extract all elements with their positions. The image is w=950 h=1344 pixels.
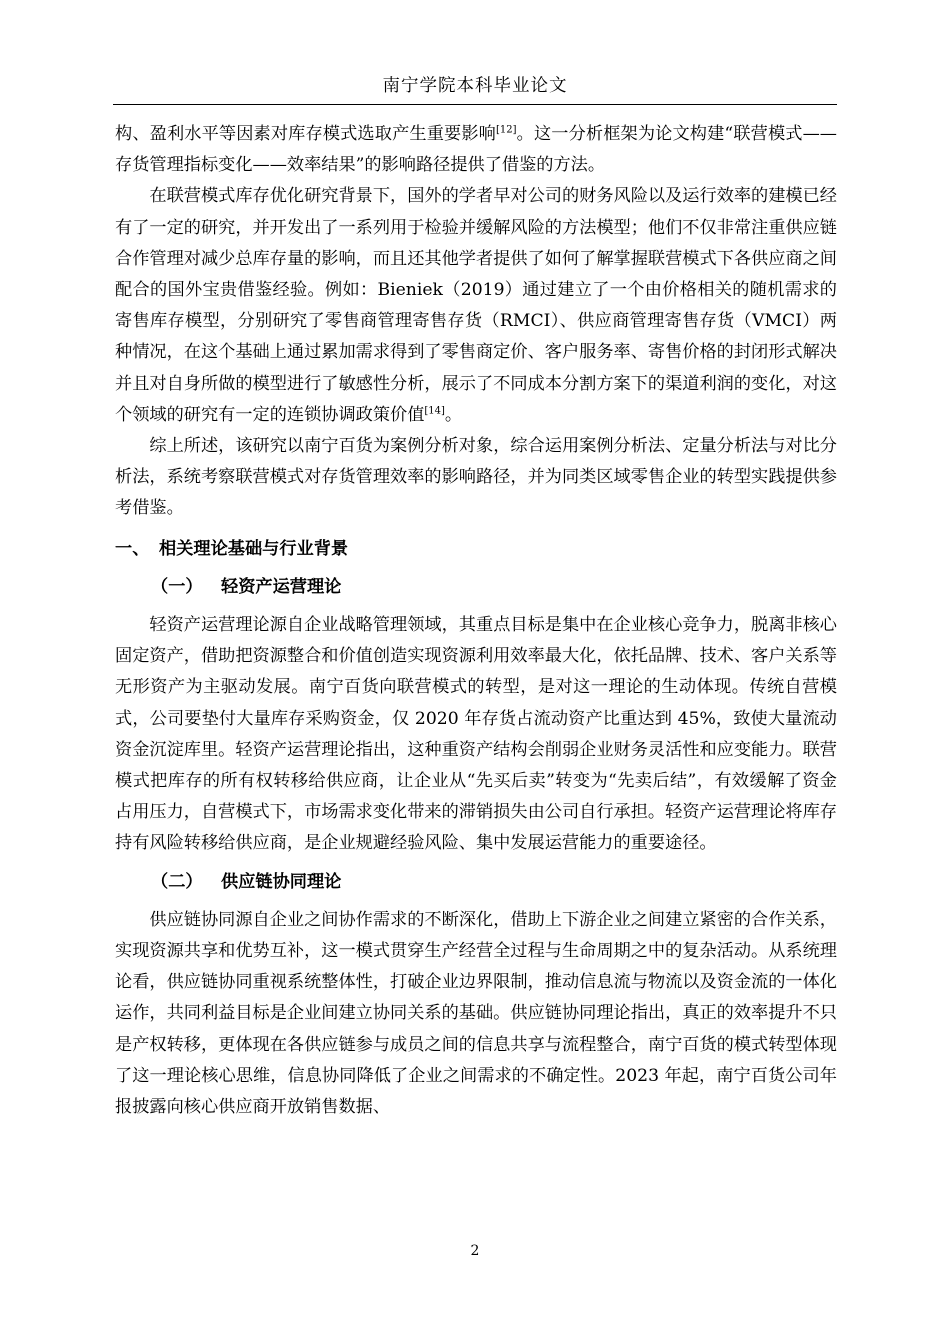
subsection-number: （一） bbox=[151, 576, 203, 597]
paragraph-4: 轻资产运营理论源自企业战略管理领域，其重点目标是集中在企业核心竞争力，脱离非核心固定资产，借助把资源整合和价值创造实现资源利用效率最大化，依托品牌、技术、客户关系等无形资产为主驱动发展。南宁百货向联营模式的转型，是对这一理论的生动体现。传统自营模式，公司要垫付大量库存采购资金，仅 2020 年存货占流动资产比重达到 45%，致使大量流动资金沉淀库里。轻资产运营理论指出，这种重资产结构会削弱企业财务灵活性和应变能力。联营模式把库存的所有权转移给供应商，让企业从“先买后卖”转变为“先卖后结”，有效缓解了资金占用压力，自营模式下，市场需求变化带来的滞销损失由公司自行承担。轻资产运营理论将库存持有风险转移给供应商，是企业规避经验风险、集中发展运营能力的重要途径。 bbox=[115, 615, 837, 854]
paragraph-1-tail: 。这一分析框架为论文构建“联营模式——存货管理指标变化——效率结果”的影响路径提供了借鉴的方法。 bbox=[115, 124, 837, 176]
paragraph-1 bbox=[115, 119, 837, 181]
citation-14: [14] bbox=[424, 405, 445, 417]
paragraph-3: 综上所述，该研究以南宁百货为案例分析对象，综合运用案例分析法、定量分析法与对比分析法，系统考察联营模式对存货管理效率的影响路径，并为同类区域零售企业的转型实践提供参考借鉴。 bbox=[115, 436, 837, 519]
page-number: 2 bbox=[470, 1243, 480, 1259]
paragraph-2 bbox=[115, 181, 837, 431]
subsection-heading-1 bbox=[115, 572, 837, 603]
paragraph-2-tail: 。 bbox=[444, 404, 463, 425]
running-header: 南宁学院本科毕业论文 bbox=[382, 76, 568, 96]
citation-12: [12] bbox=[495, 124, 517, 136]
header-rule bbox=[113, 104, 837, 105]
subsection-number: （二） bbox=[151, 871, 203, 892]
body-text bbox=[115, 119, 837, 1123]
paragraph-2-text: 在联营模式库存优化研究背景下，国外的学者早对公司的财务风险以及运行效率的建模已经有了一定的研究，并开发出了一系列用于检验并缓解风险的方法模型；他们不仅非常注重供应链合作管理对减少总库存量的影响，而且还其他学者提供了如何了解掌握联营模式下各供应商之间配合的国外宝贵借鉴经验。例如：Bieniek（2019）通过建立了一个由价格相关的随机需求的寄售库存模型，分别研究了零售商管理寄售存货（RMCI）、供应商管理寄售存货（VMCI）两种情况，在这个基础上通过累加需求得到了零售商定价、客户服务率、寄售价格的封闭形式解决并且对自身所做的模型进行了敏感性分析，展示了不同成本分割方案下的渠道利润的变化，对这个领域的研究有一定的连锁协调政策价值 bbox=[115, 186, 837, 425]
subsection-heading-2 bbox=[115, 867, 837, 898]
subsection-title: 供应链协同理论 bbox=[221, 871, 342, 892]
section-heading-1 bbox=[115, 534, 837, 565]
section-title: 相关理论基础与行业背景 bbox=[159, 538, 349, 559]
paragraph-5: 供应链协同源自企业之间协作需求的不断深化，借助上下游企业之间建立紧密的合作关系，实现资源共享和优势互补，这一模式贯穿生产经营全过程与生命周期之中的复杂活动。从系统理论看，供应链协同重视系统整体性，打破企业边界限制，推动信息流与物流以及资金流的一体化运作，共同利益目标是企业间建立协同关系的基础。供应链协同理论指出，真正的效率提升不只是产权转移，更体现在各供应链参与成员之间的信息共享与流程整合，南宁百货的模式转型体现了这一理论核心思维，信息协同降低了企业之间需求的不确定性。2023 年起，南宁百货公司年报披露向核心供应商开放销售数据、 bbox=[115, 909, 837, 1118]
section-number: 一、 bbox=[115, 538, 150, 559]
paragraph-1-text: 构、盈利水平等因素对库存模式选取产生重要影响 bbox=[115, 124, 496, 144]
subsection-title: 轻资产运营理论 bbox=[221, 576, 342, 597]
